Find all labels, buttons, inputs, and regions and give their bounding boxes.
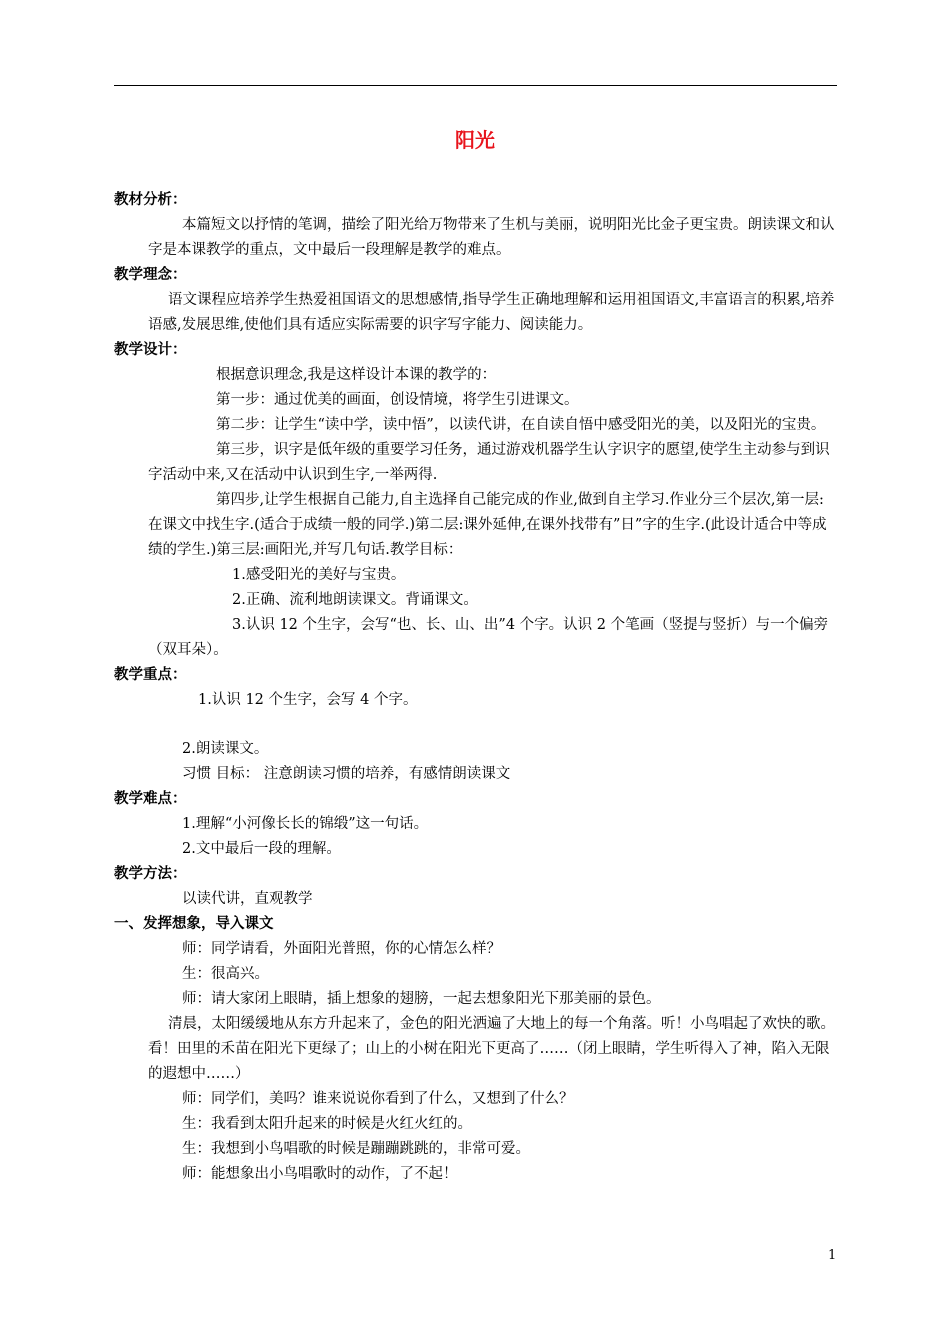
key-item-3: 习惯 目标： 注意朗读习惯的培养，有感情朗读课文 — [182, 766, 511, 782]
design-paragraph-5: 第四步,让学生根据自己能力,自主选择自己能完成的作业,做到自主学习.作业分三个层次,第一层:在课文中找生字.(适合于成绩一般的同学.)第二层:课外延伸,在课外找带有”日”字的生字.(此设计适合中等成绩的学生.)第三层:画阳光,并写几句话.教学目标： — [148, 492, 827, 558]
analysis-paragraph: 本篇短文以抒情的笔调，描绘了阳光给万物带来了生机与美丽，说明阳光比金子更宝贵。朗读课文和认字是本课教学的重点，文中最后一段理解是教学的难点。 — [148, 217, 835, 258]
dialogue-line-7: 生：我想到小鸟唱歌的时候是蹦蹦跳跳的，非常可爱。 — [182, 1141, 530, 1157]
difficulty-item-1: 1.理解“小河像长长的锦缎”这一句话。 — [182, 816, 429, 832]
page-title: 阳光 — [455, 128, 495, 152]
goal-item-1: 1.感受阳光的美好与宝贵。 — [232, 567, 406, 583]
section-heading-design: 教学设计： — [114, 342, 187, 358]
section-heading-key: 教学重点： — [114, 667, 187, 683]
page-number: 1 — [828, 1248, 837, 1263]
design-paragraph-1: 根据意识理念,我是这样设计本课的教学的： — [216, 367, 497, 383]
narration-paragraph: 清晨，太阳缓缓地从东方升起来了，金色的阳光洒遍了大地上的每一个角落。听！小鸟唱起了欢快的歌。看！田里的禾苗在阳光下更绿了；山上的小树在阳光下更高了……（闭上眼睛，学生听得入了神，陷入无限的遐想中……） — [148, 1016, 835, 1082]
key-item-2: 2.朗读课文。 — [182, 741, 269, 757]
dialogue-line-5: 师：同学们，美吗？谁来说说你看到了什么，又想到了什么？ — [182, 1091, 574, 1107]
method-item: 以读代讲，直观教学 — [182, 891, 313, 907]
spacer — [114, 713, 837, 737]
concept-paragraph: 语文课程应培养学生热爱祖国语文的思想感情,指导学生正确地理解和运用祖国语文,丰富语言的积累,培养语感,发展思维,使他们具有适应实际需要的识字写字能力、阅读能力。 — [148, 292, 835, 333]
difficulty-item-2: 2.文中最后一段的理解。 — [182, 841, 341, 857]
goal-item-2: 2.正确、流利地朗读课文。背诵课文。 — [232, 592, 478, 608]
dialogue-line-8: 师：能想象出小鸟唱歌时的动作，了不起！ — [182, 1166, 458, 1182]
section-heading-difficulty: 教学难点： — [114, 791, 187, 807]
key-item-1: 1.认识 12 个生字，会写 4 个字。 — [198, 692, 418, 708]
section-heading-concept: 教学理念： — [114, 267, 187, 283]
section-heading-method: 教学方法： — [114, 866, 187, 882]
goal-item-3: 3.认识 12 个生字，会写“也、长、山、出”4 个字。认识 2 个笔画（竖提与竖折）与一个偏旁（双耳朵）。 — [148, 617, 829, 658]
dialogue-line-1: 师：同学请看，外面阳光普照，你的心情怎么样？ — [182, 941, 501, 957]
section-heading-analysis: 教材分析： — [114, 192, 187, 208]
header-rule — [114, 85, 837, 86]
dialogue-line-6: 生：我看到太阳升起来的时候是火红火红的。 — [182, 1116, 472, 1132]
design-paragraph-4: 第三步，识字是低年级的重要学习任务，通过游戏机器学生认字识字的愿望,使学生主动参与到识字活动中来,又在活动中认识到生字,一举两得. — [148, 442, 830, 483]
design-paragraph-2: 第一步：通过优美的画面，创设情境，将学生引进课文。 — [216, 392, 579, 408]
dialogue-line-3: 师：请大家闭上眼睛，插上想象的翅膀，一起去想象阳光下那美丽的景色。 — [182, 991, 661, 1007]
design-paragraph-3: 第二步：让学生“读中学，读中悟”，以读代讲，在自读自悟中感受阳光的美，以及阳光的宝贵。 — [216, 417, 826, 433]
document-body — [114, 188, 837, 1187]
section-heading-part1: 一、发挥想象，导入课文 — [114, 916, 274, 932]
dialogue-line-2: 生：很高兴。 — [182, 966, 269, 982]
